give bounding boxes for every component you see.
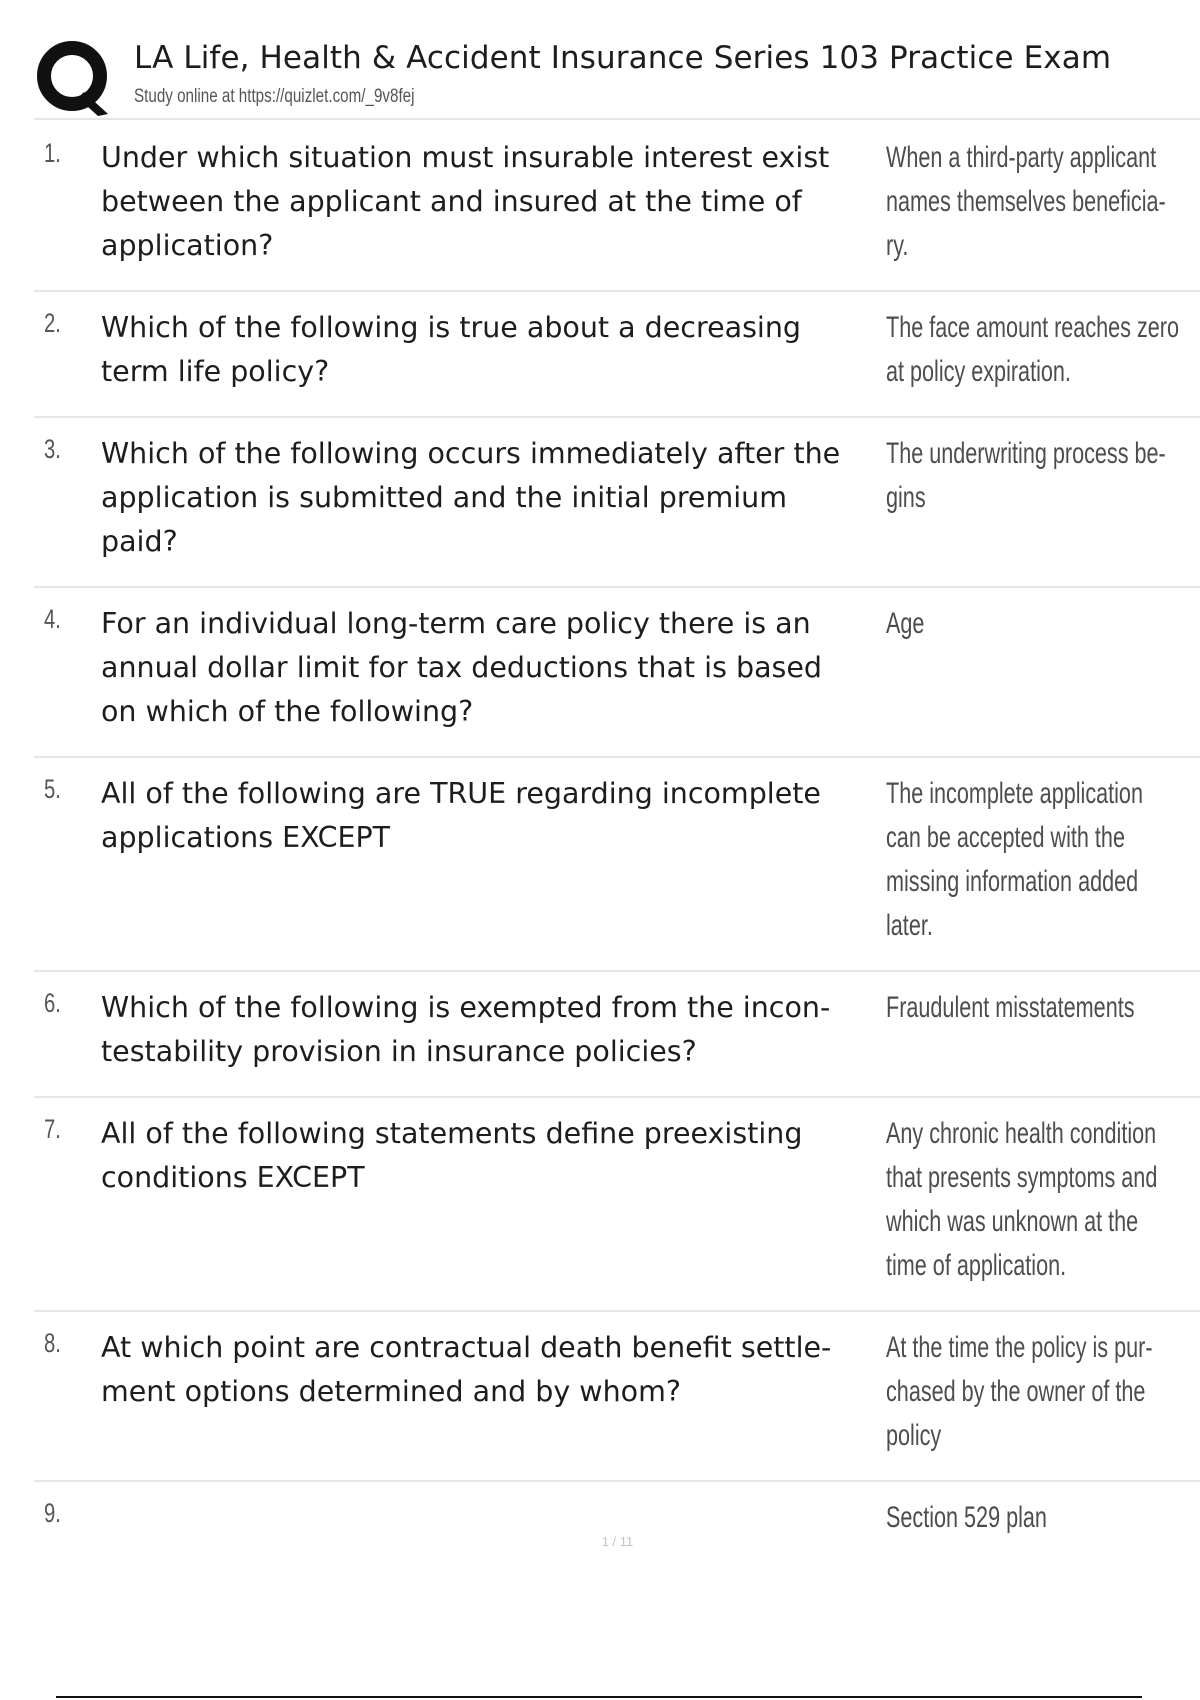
card-definition	[886, 772, 1200, 948]
card-number: 6.	[44, 988, 61, 1018]
definition-line: names themselves beneficia-	[886, 185, 1166, 218]
card-number: 3.	[44, 434, 61, 464]
flashcard-row	[34, 758, 1200, 972]
definition-line: gins	[886, 481, 926, 514]
page-bottom-rule	[56, 1696, 1142, 1698]
card-number: 7.	[44, 1114, 61, 1144]
card-definition	[886, 1112, 1200, 1288]
card-number: 9.	[44, 1498, 61, 1528]
page-number: 1 / 11	[601, 1534, 634, 1549]
card-term	[101, 432, 906, 564]
card-number: 2.	[44, 308, 61, 338]
card-term	[101, 772, 906, 860]
term-line: Which of the following is exempted from the incon-	[101, 991, 831, 1024]
study-online-link[interactable]: Study online at https://quizlet.com/_9v8fej	[134, 86, 415, 107]
flashcard-row	[34, 1098, 1200, 1312]
definition-line: Fraudulent misstatements	[886, 991, 1135, 1024]
card-number: 5.	[44, 774, 61, 804]
flashcard-row	[34, 1482, 1200, 1564]
card-term	[101, 1326, 906, 1414]
term-line: application is submitted and the initial premium	[101, 481, 787, 514]
flashcard-row	[34, 588, 1200, 758]
term-line: testability provision in insurance policies?	[101, 1035, 697, 1068]
flashcard-row	[34, 418, 1200, 588]
card-definition	[886, 136, 1200, 268]
card-term	[101, 306, 906, 394]
document-header	[34, 34, 1200, 120]
flashcard-row	[34, 292, 1200, 418]
definition-line: missing information added	[886, 865, 1139, 898]
term-line: application?	[101, 229, 274, 262]
term-line: conditions EXCEPT	[101, 1161, 365, 1194]
card-definition	[886, 602, 1200, 646]
card-definition	[886, 432, 1200, 520]
card-number: 4.	[44, 604, 61, 634]
term-line: applications EXCEPT	[101, 821, 391, 854]
definition-line: at policy expiration.	[886, 355, 1071, 388]
definition-line: can be accepted with the	[886, 821, 1125, 854]
term-line: All of the following statements define preexisting	[101, 1117, 803, 1150]
term-line: paid?	[101, 525, 178, 558]
definition-line: Any chronic health condition	[886, 1117, 1157, 1150]
document-title: LA Life, Health & Accident Insurance Series 103 Practice Exam	[134, 40, 1112, 76]
flashcard-row	[34, 1312, 1200, 1482]
term-line: ment options determined and by whom?	[101, 1375, 681, 1408]
definition-line: The incomplete application	[886, 777, 1143, 810]
card-number: 1.	[44, 138, 61, 168]
term-line: annual dollar limit for tax deductions that is based	[101, 651, 823, 684]
term-line: term life policy?	[101, 355, 330, 388]
card-definition	[886, 1326, 1200, 1458]
definition-line: time of application.	[886, 1249, 1067, 1282]
definition-line: Age	[886, 607, 925, 640]
definition-line: The underwriting process be-	[886, 437, 1166, 470]
card-term	[101, 602, 906, 734]
definition-line: later.	[886, 909, 933, 942]
card-term	[101, 1112, 906, 1200]
definition-line: chased by the owner of the	[886, 1375, 1146, 1408]
definition-line: The face amount reaches zero	[886, 311, 1179, 344]
definition-line: When a third-party applicant	[886, 141, 1157, 174]
definition-line: which was unknown at the	[886, 1205, 1139, 1238]
term-line: All of the following are TRUE regarding incomplete	[101, 777, 821, 810]
term-line: Which of the following is true about a decreasing	[101, 311, 801, 344]
term-line: Which of the following occurs immediately after the	[101, 437, 841, 470]
term-line: between the applicant and insured at the time of	[101, 185, 802, 218]
flashcard-row	[34, 122, 1200, 292]
card-number: 8.	[44, 1328, 61, 1358]
definition-line: that presents symptoms and	[886, 1161, 1158, 1194]
definition-line: Section 529 plan	[886, 1501, 1047, 1534]
term-line: on which of the following?	[101, 695, 474, 728]
term-line: For an individual long-term care policy there is an	[101, 607, 811, 640]
flashcard-row	[34, 972, 1200, 1098]
definition-line: policy	[886, 1419, 942, 1452]
definition-line: ry.	[886, 229, 909, 262]
card-definition	[886, 986, 1200, 1030]
term-line: At which point are contractual death benefit settle-	[101, 1331, 832, 1364]
definition-line: At the time the policy is pur-	[886, 1331, 1153, 1364]
card-term	[101, 986, 906, 1074]
term-line: Under which situation must insurable interest exist	[101, 141, 830, 174]
card-term	[101, 136, 906, 268]
card-definition	[886, 306, 1200, 394]
quizlet-logo-icon	[34, 38, 114, 118]
